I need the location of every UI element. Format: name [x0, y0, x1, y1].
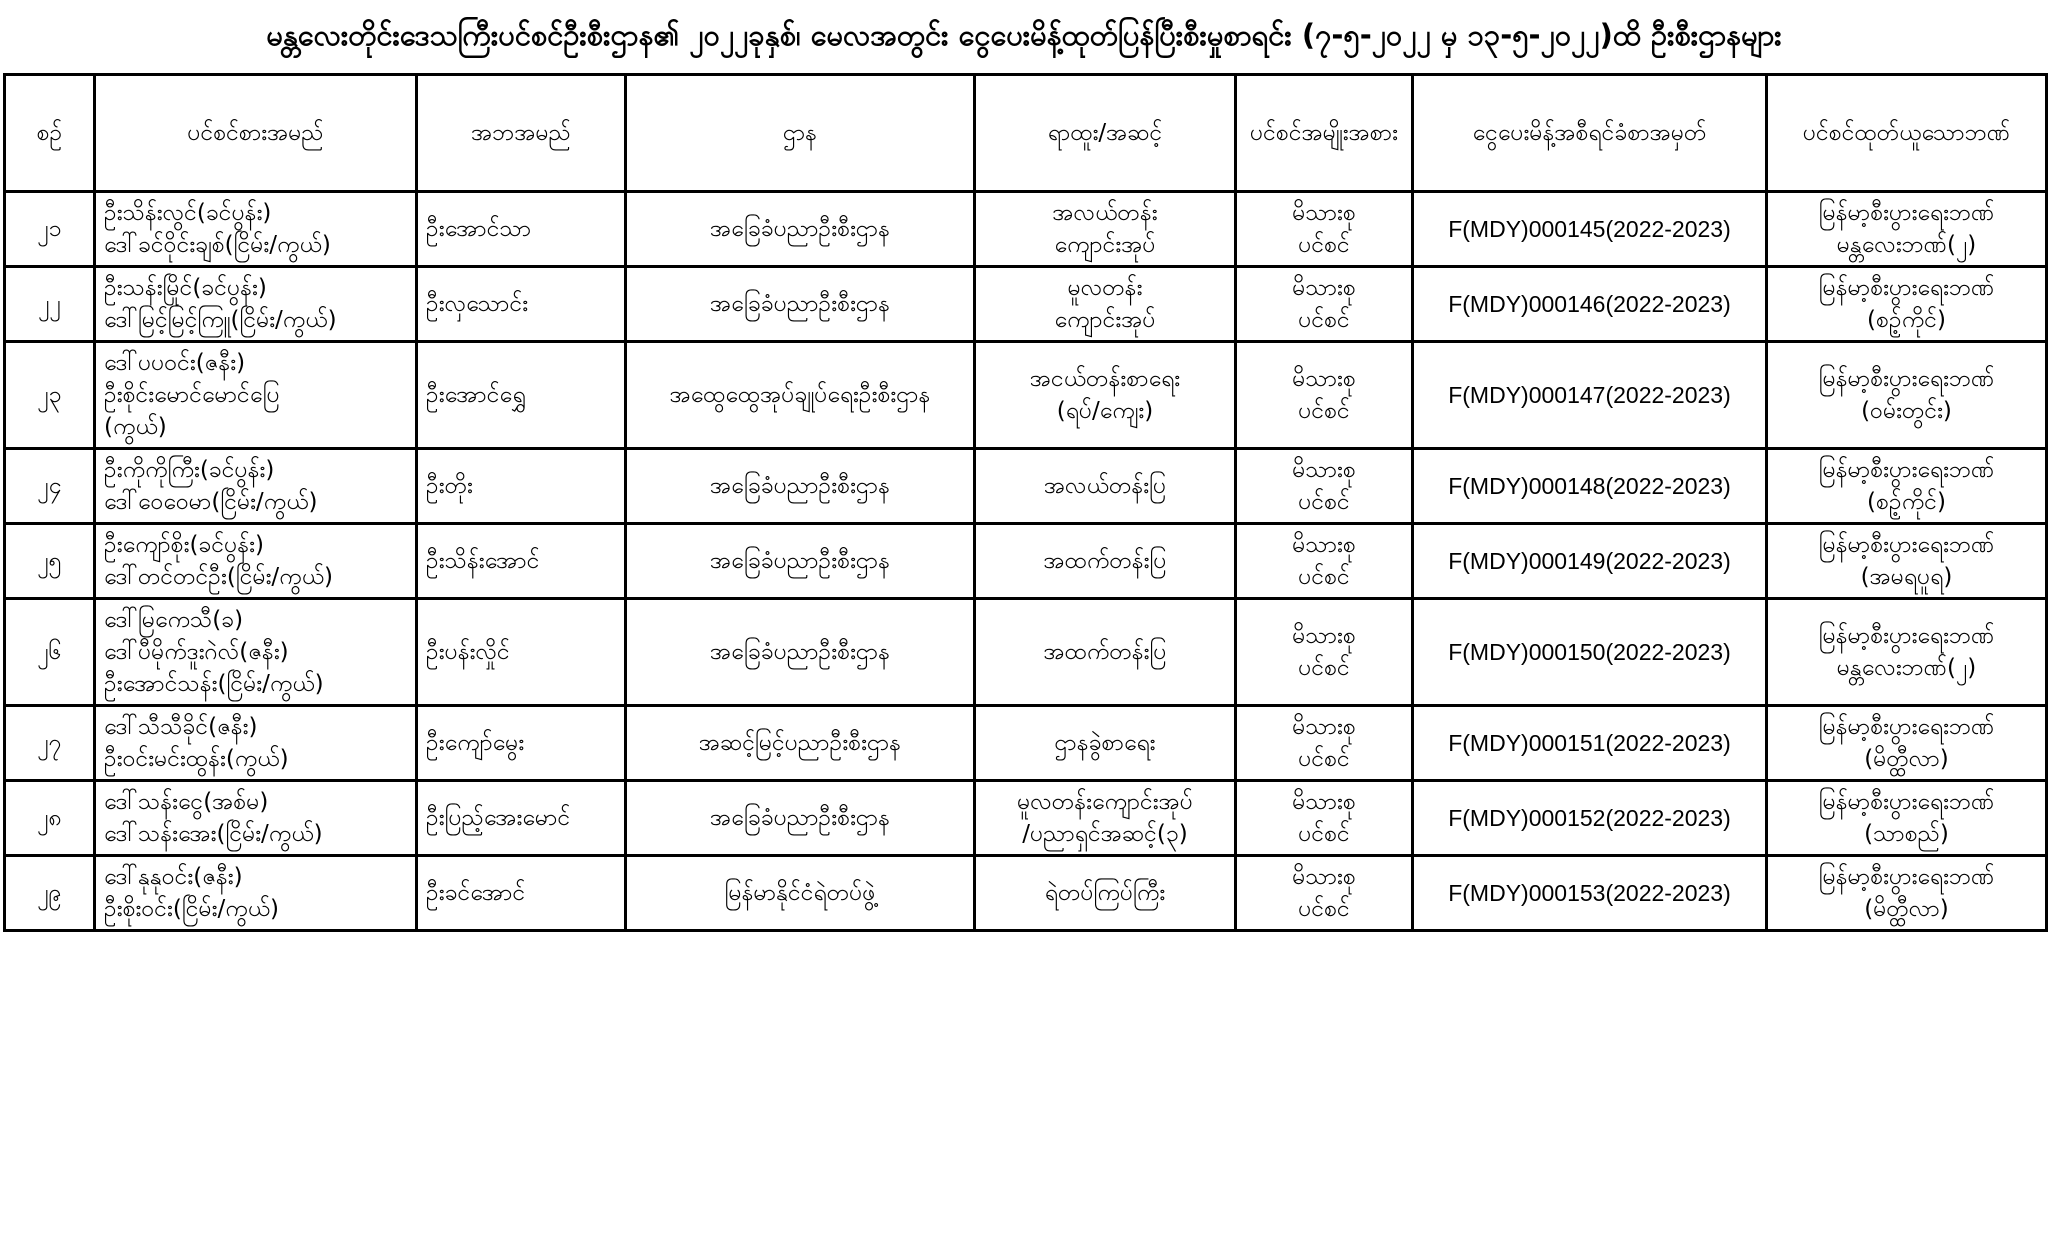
header-label-line: အစီရင်ခံစာအမှတ်	[1554, 120, 1707, 146]
cell-pensioner-name-line: ဒေါ်သန်းအေး(ငြိမ်း/ကွယ်)	[104, 821, 323, 847]
cell-father-name: ဦးအောင်ရွှေ	[417, 342, 626, 449]
cell-bank-line: (စဉ့်ကိုင်)	[1867, 307, 1946, 333]
cell-pensioner-name	[95, 342, 417, 449]
cell-bank-line: မြန်မာ့စီးပွားရေးဘဏ်	[1818, 623, 1995, 649]
cell-serial-number: ၂၇	[5, 706, 95, 781]
cell-pension-type-line: ပင်စင်	[1298, 489, 1350, 515]
cell-pensioner-name	[95, 449, 417, 524]
table-row	[5, 706, 2047, 781]
cell-order-number: F(MDY)000149(2022-2023)	[1413, 524, 1767, 599]
cell-rank-line: /ပညာရှင်အဆင့်(၃)	[1022, 821, 1188, 847]
table-body	[5, 192, 2047, 931]
cell-father-name: ဦးကျော်မွေး	[417, 706, 626, 781]
cell-pension-type-line: ပင်စင်	[1298, 746, 1350, 772]
cell-bank-line: (ဝမ်းတွင်း)	[1861, 398, 1952, 424]
cell-pension-type-line: ပင်စင်	[1298, 307, 1350, 333]
cell-pension-type-line: ပင်စင်	[1298, 821, 1350, 847]
cell-bank-line: မြန်မာ့စီးပွားရေးဘဏ်	[1818, 457, 1995, 483]
cell-order-number: F(MDY)000150(2022-2023)	[1413, 599, 1767, 706]
cell-pensioner-name	[95, 599, 417, 706]
header-order-number	[1413, 75, 1767, 192]
cell-pension-type	[1236, 706, 1413, 781]
header-label-line: စဉ်	[36, 120, 63, 146]
cell-pensioner-name-line: ဒေါ်သီသီခိုင်(ဇနီး)	[104, 714, 258, 740]
table-row	[5, 267, 2047, 342]
cell-rank-line: အလယ်တန်း	[1052, 200, 1158, 226]
table-row	[5, 856, 2047, 931]
cell-rank	[975, 192, 1236, 267]
cell-bank	[1767, 449, 2047, 524]
header-label-line: ပင်စင်	[1250, 120, 1302, 146]
cell-rank-line: အငယ်တန်းစာရေး	[1029, 366, 1181, 392]
cell-bank-line: (မိတ္ထီလာ)	[1864, 896, 1949, 922]
cell-pensioner-name-line: ဦးဝင်းမင်းထွန်း(ကွယ်)	[104, 746, 289, 772]
cell-pension-type	[1236, 781, 1413, 856]
header-department	[626, 75, 975, 192]
table-row	[5, 342, 2047, 449]
cell-department: အခြေခံပညာဦးစီးဌာန	[626, 267, 975, 342]
cell-pension-type	[1236, 192, 1413, 267]
cell-department: အခြေခံပညာဦးစီးဌာန	[626, 449, 975, 524]
cell-serial-number: ၂၃	[5, 342, 95, 449]
cell-bank-line: (သာစည်)	[1864, 821, 1949, 847]
cell-pensioner-name-line: ဒေါ်မြကေသီ(ခ)	[104, 607, 244, 633]
cell-pensioner-name	[95, 267, 417, 342]
cell-department: အခြေခံပညာဦးစီးဌာန	[626, 781, 975, 856]
cell-bank	[1767, 781, 2047, 856]
cell-pension-type	[1236, 524, 1413, 599]
cell-pensioner-name	[95, 706, 417, 781]
cell-bank	[1767, 856, 2047, 931]
cell-pension-type-line: မိသားစု	[1292, 532, 1356, 558]
cell-bank-line: မြန်မာ့စီးပွားရေးဘဏ်	[1818, 200, 1995, 226]
cell-father-name: ဦးလှသောင်း	[417, 267, 626, 342]
cell-pension-type-line: ပင်စင်	[1298, 398, 1350, 424]
cell-rank	[975, 856, 1236, 931]
cell-bank-line: (စဉ့်ကိုင်)	[1867, 489, 1946, 515]
cell-serial-number: ၂၉	[5, 856, 95, 931]
cell-bank-line: မြန်မာ့စီးပွားရေးဘဏ်	[1818, 275, 1995, 301]
cell-bank-line: မြန်မာ့စီးပွားရေးဘဏ်	[1818, 714, 1995, 740]
pension-table	[3, 73, 2048, 932]
cell-bank	[1767, 192, 2047, 267]
table-row	[5, 781, 2047, 856]
cell-rank-line: ကျောင်းအုပ်	[1054, 232, 1156, 258]
table-row	[5, 524, 2047, 599]
cell-pension-type-line: မိသားစု	[1292, 457, 1356, 483]
header-no	[5, 75, 95, 192]
table-row	[5, 449, 2047, 524]
cell-bank	[1767, 524, 2047, 599]
cell-pension-type	[1236, 267, 1413, 342]
cell-pension-type-line: မိသားစု	[1292, 714, 1356, 740]
header-label-line: ရာထူး/အဆင့်	[1047, 120, 1163, 146]
cell-father-name: ဦးတိုး	[417, 449, 626, 524]
cell-bank	[1767, 342, 2047, 449]
cell-rank	[975, 267, 1236, 342]
page-title: မန္တလေးတိုင်းဒေသကြီးပင်စင်ဦးစီးဌာန၏ ၂၀၂၂ခုနှစ်၊ မေလအတွင်း ငွေပေးမိန့်ထုတ်ပြန်ပြီးစီးမှုစာရင်း (၇-၅-၂၀၂၂ မှ ၁၃-၅-၂၀၂၂)ထိ ဦးစီးဌာနများ	[266, 18, 1782, 52]
cell-pension-type	[1236, 449, 1413, 524]
cell-bank-line: မြန်မာ့စီးပွားရေးဘဏ်	[1818, 864, 1995, 890]
cell-rank-line: မူလတန်းကျောင်းအုပ်	[1017, 789, 1193, 815]
cell-rank-line: မူလတန်း	[1067, 275, 1143, 301]
header-bank	[1767, 75, 2047, 192]
cell-department: အဆင့်မြင့်ပညာဦးစီးဌာန	[626, 706, 975, 781]
cell-pension-type-line: ပင်စင်	[1298, 564, 1350, 590]
table-header-row	[5, 75, 2047, 192]
cell-order-number: F(MDY)000148(2022-2023)	[1413, 449, 1767, 524]
cell-pension-type	[1236, 599, 1413, 706]
cell-pension-type-line: မိသားစု	[1292, 275, 1356, 301]
cell-serial-number: ၂၂	[5, 267, 95, 342]
cell-rank	[975, 781, 1236, 856]
cell-serial-number: ၂၁	[5, 192, 95, 267]
cell-pensioner-name-line: ဦးစိုင်းမောင်မောင်ပြေ	[104, 382, 280, 408]
cell-pensioner-name-line: ဦးအောင်သန်း(ငြိမ်း/ကွယ်)	[104, 671, 324, 697]
header-rank	[975, 75, 1236, 192]
cell-rank-line: အထက်တန်းပြ	[1043, 548, 1167, 574]
header-label-line: ငွေပေးမိန့်	[1472, 120, 1555, 146]
cell-serial-number: ၂၈	[5, 781, 95, 856]
cell-pensioner-name-line: ဦးစိုးဝင်း(ငြိမ်း/ကွယ်)	[104, 896, 280, 922]
cell-bank-line: မြန်မာ့စီးပွားရေးဘဏ်	[1818, 366, 1995, 392]
cell-pensioner-name-line: (ကွယ်)	[104, 414, 167, 440]
header-label-line: အဘအမည်	[471, 120, 571, 146]
cell-pensioner-name-line: ဦးသန်းမြိုင်(ခင်ပွန်း)	[104, 275, 267, 301]
cell-rank	[975, 342, 1236, 449]
cell-rank-line: ရဲတပ်ကြပ်ကြီး	[1044, 880, 1166, 906]
cell-rank-line: (ရပ်/ကျေး)	[1056, 398, 1154, 424]
header-pensioner-name	[95, 75, 417, 192]
cell-order-number: F(MDY)000147(2022-2023)	[1413, 342, 1767, 449]
cell-rank-line: အလယ်တန်းပြ	[1043, 473, 1167, 499]
cell-pension-type-line: မိသားစု	[1292, 864, 1356, 890]
cell-serial-number: ၂၅	[5, 524, 95, 599]
header-father-name	[417, 75, 626, 192]
cell-pensioner-name	[95, 856, 417, 931]
cell-pension-type	[1236, 856, 1413, 931]
cell-father-name: ဦးသိန်းအောင်	[417, 524, 626, 599]
cell-father-name: ဦးပန်းလှိုင်	[417, 599, 626, 706]
cell-rank	[975, 449, 1236, 524]
cell-rank-line: ကျောင်းအုပ်	[1054, 307, 1156, 333]
cell-department: မြန်မာနိုင်ငံရဲတပ်ဖွဲ့	[626, 856, 975, 931]
cell-bank-line: မန္တလေးဘဏ်(၂)	[1836, 232, 1977, 258]
cell-pensioner-name-line: ဒေါ်မြင့်မြင့်ကြူ(ငြိမ်း/ကွယ်)	[104, 307, 337, 333]
cell-father-name: ဦးခင်အောင်	[417, 856, 626, 931]
cell-serial-number: ၂၄	[5, 449, 95, 524]
cell-pensioner-name-line: ဒေါ်ပပဝင်း(ဇနီး)	[104, 350, 246, 376]
cell-bank	[1767, 706, 2047, 781]
cell-pensioner-name-line: ဦးသိန်းလွင်(ခင်ပွန်း)	[104, 200, 272, 226]
header-pension-type	[1236, 75, 1413, 192]
cell-department: အခြေခံပညာဦးစီးဌာန	[626, 599, 975, 706]
cell-order-number: F(MDY)000152(2022-2023)	[1413, 781, 1767, 856]
cell-department: အခြေခံပညာဦးစီးဌာန	[626, 524, 975, 599]
header-label-line: အမျိုးအစား	[1301, 120, 1398, 146]
cell-bank-line: (မိတ္ထီလာ)	[1864, 746, 1949, 772]
cell-pension-type-line: မိသားစု	[1292, 366, 1356, 392]
cell-pensioner-name-line: ဒေါ်သန်းငွေ(အစ်မ)	[104, 789, 269, 815]
cell-pension-type-line: ပင်စင်	[1298, 655, 1350, 681]
cell-bank-line: မြန်မာ့စီးပွားရေးဘဏ်	[1818, 532, 1995, 558]
cell-rank-line: ဌာနခွဲစာရေး	[1054, 730, 1156, 756]
table-row	[5, 192, 2047, 267]
cell-bank-line: မန္တလေးဘဏ်(၂)	[1836, 655, 1977, 681]
cell-pensioner-name	[95, 192, 417, 267]
cell-rank-line: အထက်တန်းပြ	[1043, 639, 1167, 665]
cell-bank-line: မြန်မာ့စီးပွားရေးဘဏ်	[1818, 789, 1995, 815]
cell-father-name: ဦးပြည့်အေးမောင်	[417, 781, 626, 856]
cell-department: အခြေခံပညာဦးစီးဌာန	[626, 192, 975, 267]
cell-father-name: ဦးအောင်သာ	[417, 192, 626, 267]
cell-pension-type-line: ပင်စင်	[1298, 896, 1350, 922]
cell-order-number: F(MDY)000146(2022-2023)	[1413, 267, 1767, 342]
cell-order-number: F(MDY)000151(2022-2023)	[1413, 706, 1767, 781]
header-label-line: ဌာန	[782, 120, 818, 146]
cell-pensioner-name	[95, 781, 417, 856]
cell-pensioner-name-line: ဒေါ်ဝေဝေမာ(ငြိမ်း/ကွယ်)	[104, 489, 318, 515]
cell-pensioner-name-line: ဦးကျော်စိုး(ခင်ပွန်း)	[104, 532, 264, 558]
table-row	[5, 599, 2047, 706]
cell-bank-line: (အမရပူရ)	[1860, 564, 1953, 590]
cell-rank	[975, 524, 1236, 599]
cell-pension-type-line: မိသားစု	[1292, 789, 1356, 815]
cell-pension-type-line: ပင်စင်	[1298, 232, 1350, 258]
header-label-line: ပင်စင်	[1802, 120, 1855, 146]
cell-order-number: F(MDY)000153(2022-2023)	[1413, 856, 1767, 931]
cell-order-number: F(MDY)000145(2022-2023)	[1413, 192, 1767, 267]
cell-rank	[975, 706, 1236, 781]
cell-pensioner-name-line: ဦးကိုကိုကြီး(ခင်ပွန်း)	[104, 457, 275, 483]
cell-pensioner-name-line: ဒေါ်နုနုဝင်း(ဇနီး)	[104, 864, 243, 890]
cell-pensioner-name-line: ဒေါ်ပီမိုက်ဒူးဂဲလ်(ဇနီး)	[104, 639, 289, 665]
cell-bank	[1767, 267, 2047, 342]
cell-pension-type	[1236, 342, 1413, 449]
cell-serial-number: ၂၆	[5, 599, 95, 706]
header-label-line: ပင်စင်စားအမည်	[187, 120, 324, 146]
header-label-line: ထုတ်ယူသောဘဏ်	[1854, 120, 2011, 146]
cell-pensioner-name-line: ဒေါ်တင်တင်ဦး(ငြိမ်း/ကွယ်)	[104, 564, 333, 590]
cell-pension-type-line: မိသားစု	[1292, 200, 1356, 226]
cell-pensioner-name-line: ဒေါ်ခင်ဝိုင်းချစ်(ငြိမ်း/ကွယ်)	[104, 232, 331, 258]
cell-bank	[1767, 599, 2047, 706]
cell-department: အထွေထွေအုပ်ချုပ်ရေးဦးစီးဌာန	[626, 342, 975, 449]
cell-pension-type-line: မိသားစု	[1292, 623, 1356, 649]
cell-pensioner-name	[95, 524, 417, 599]
cell-rank	[975, 599, 1236, 706]
